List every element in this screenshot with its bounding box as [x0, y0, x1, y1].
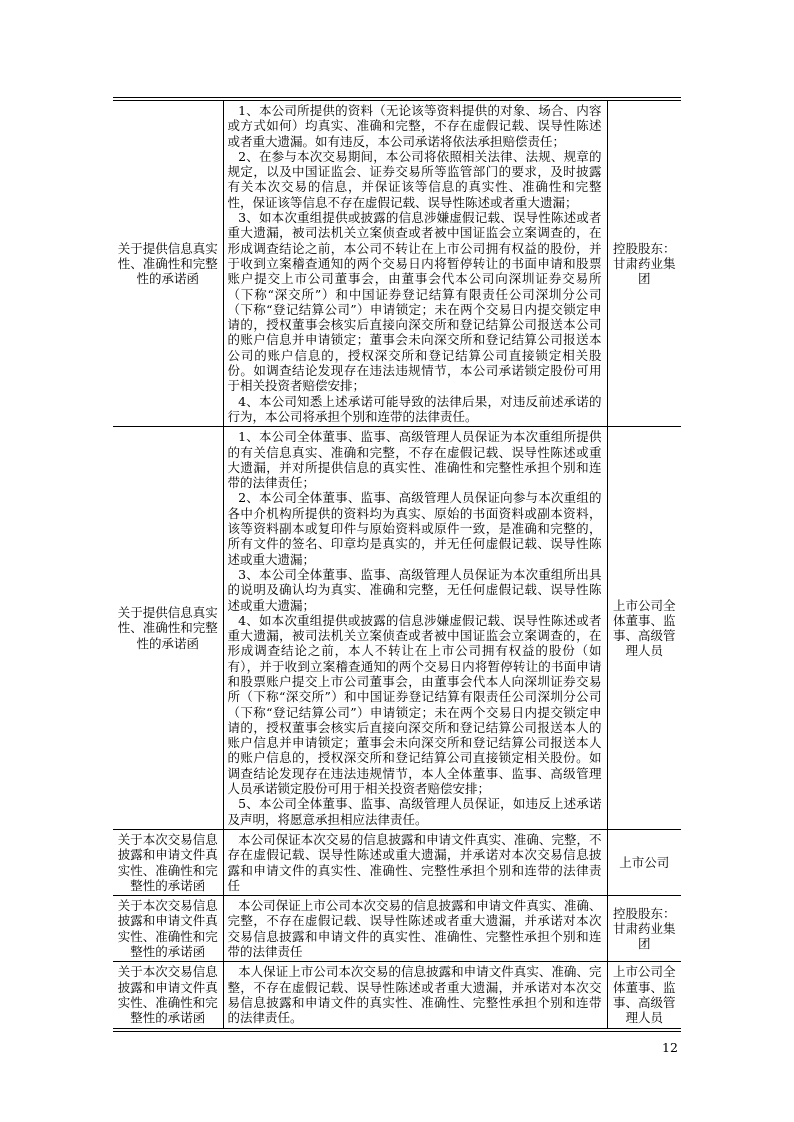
- commitment-paragraph: 1、本公司所提供的资料（无论该等资料提供的对象、场合、内容或方式如何）均真实、准确和完整，不存在虚假记载、误导性陈述或者重大遗漏。如有违反，本公司承诺将依法承担赔偿责任；: [227, 103, 602, 149]
- commitment-paragraph: 4、本公司知悉上述承诺可能导致的法律后果，对违反前述承诺的行为，本公司将承担个别和连带的法律责任。: [227, 393, 602, 424]
- commitment-party-cell: 上市公司全体董事、监事、高级管理人员: [607, 427, 681, 830]
- commitment-paragraph: 5、本公司全体董事、监事、高级管理人员保证，如违反上述承诺及声明，将愿意承担相应法律责任。: [227, 796, 602, 827]
- table-row: [113, 427, 681, 830]
- commitment-label-cell: 关于提供信息真实性、准确性和完整性的承诺函: [117, 240, 218, 287]
- commitments-table-wrap: [113, 97, 681, 1032]
- commitment-paragraph: 2、本公司全体董事、监事、高级管理人员保证向参与本次重组的各中介机构所提供的资料均为真实、原始的书面资料或副本资料，该等资料副本或复印件与原始资料或原件一致，是准确和完整的，所有文件的签名、印章均是真实的，并无任何虚假记载、误导性陈述或重大遗漏；: [227, 490, 602, 567]
- commitment-paragraph: 1、本公司全体董事、监事、高级管理人员保证为本次重组所提供的有关信息真实、准确和完整，不存在虚假记载、误导性陈述或重大遗漏，并对所提供信息的真实性、准确性和完整性承担个别和连带的法律责任；: [227, 429, 602, 491]
- commitment-content-cell: [223, 829, 607, 895]
- commitment-label-cell: 关于本次交易信息披露和申请文件真实性、准确性和完整性的承诺函: [113, 962, 223, 1028]
- commitment-label-cell: 关于提供信息真实性、准确性和完整性的承诺函: [113, 427, 223, 830]
- commitment-content-cell: [223, 962, 607, 1028]
- page-number: 12: [662, 1040, 678, 1055]
- commitment-content-cell: [223, 427, 607, 830]
- commitment-content-cell: [223, 101, 607, 427]
- table-row: [113, 896, 681, 962]
- commitment-paragraph: 本人保证上市公司本次交易的信息披露和申请文件真实、准确、完整，不存在虚假记载、误导性陈述或者重大遗漏，并承诺对本次交易信息披露和申请文件的真实性、准确性、完整性承担个别和连带的法律责任。: [227, 964, 602, 1026]
- commitment-paragraph: 4、如本次重组提供或披露的信息涉嫌虚假记载、误导性陈述或者重大遗漏，被司法机关立案侦查或者被中国证监会立案调查的，在形成调查结论之前，本人不转让在上市公司拥有权益的股份（如有），并于收到立案稽查通知的两个交易日内将暂停转让的书面申请和股票账户提交上市公司董事会，由董事会代本人向深圳证券交易所（下称“深交所”）和中国证券登记结算有限责任公司深圳分公司（下称“登记结算公司”）申请锁定；未在两个交易日内提交锁定申请的，授权董事会核实后直接向深交所和登记结算公司报送本人的账户信息并申请锁定；董事会未向深交所和登记结算公司报送本人的账户信息的，授权深交所和登记结算公司直接锁定相关股份。如调查结论发现存在违法违规情节，本人全体董事、监事、高级管理人员承诺锁定股份可用于相关投资者赔偿安排；: [227, 612, 602, 797]
- commitment-label-cell: 关于本次交易信息披露和申请文件真实性、准确性和完整性的承诺函: [113, 829, 223, 895]
- commitment-paragraph: 3、本公司全体董事、监事、高级管理人员保证为本次重组所出具的说明及确认均为真实、准确和完整，无任何虚假记载、误导性陈述或重大遗漏；: [227, 566, 602, 613]
- commitment-party-cell: 控股股东：甘肃药业集团: [607, 896, 681, 962]
- commitment-paragraph: 3、如本次重组提供或披露的信息涉嫌虚假记载、误导性陈述或者重大遗漏，被司法机关立案侦查或者被中国证监会立案调查的，在形成调查结论之前，本公司不转让在上市公司拥有权益的股份，并于收到立案稽查通知的两个交易日内将暂停转让的书面申请和股票账户提交上市公司董事会，由董事会代本公司向深圳证券交易所（下称“深交所”）和中国证券登记结算有限责任公司深圳分公司（下称“登记结算公司”）申请锁定；未在两个交易日内提交锁定申请的，授权董事会核实后直接向深交所和登记结算公司报送本公司的账户信息并申请锁定；董事会未向深交所和登记结算公司报送本公司的账户信息的，授权深交所和登记结算公司直接锁定相关股份。如调查结论发现存在违法违规情节，本公司承诺锁定股份可用于相关投资者赔偿安排；: [227, 210, 602, 394]
- commitment-party-cell: 上市公司全体董事、监事、高级管理人员: [607, 962, 681, 1028]
- commitments-table: [113, 101, 681, 1028]
- table-row: [113, 101, 681, 427]
- commitment-paragraph: 本公司保证上市公司本次交易的信息披露和申请文件真实、准确、完整，不存在虚假记载、误导性陈述或者重大遗漏，并承诺对本次交易信息披露和申请文件的真实性、准确性、完整性承担个别和连带的法律责任: [227, 898, 602, 960]
- table-row: [113, 829, 681, 895]
- commitment-party-cell: 上市公司: [607, 829, 681, 895]
- table-row: [113, 962, 681, 1028]
- commitment-label-cell: 关于本次交易信息披露和申请文件真实性、准确性和完整性的承诺函: [113, 896, 223, 962]
- commitment-paragraph: 2、在参与本次交易期间，本公司将依照相关法律、法规、规章的规定，以及中国证监会、证券交易所等监管部门的要求，及时披露有关本次交易的信息，并保证该等信息的真实性、准确性和完整性，保证该等信息不存在虚假记载、误导性陈述或者重大遗漏；: [227, 148, 602, 210]
- commitment-content-cell: [223, 896, 607, 962]
- commitment-paragraph: 本公司保证本次交易的信息披露和申请文件真实、准确、完整，不存在虚假记载、误导性陈述或重大遗漏，并承诺对本次交易信息披露和申请文件的真实性、准确性、完整性承担个别和连带的法律责任: [227, 831, 602, 893]
- commitments-table-body: [113, 101, 681, 1028]
- commitment-party-cell: 控股股东：甘肃药业集团: [612, 240, 676, 287]
